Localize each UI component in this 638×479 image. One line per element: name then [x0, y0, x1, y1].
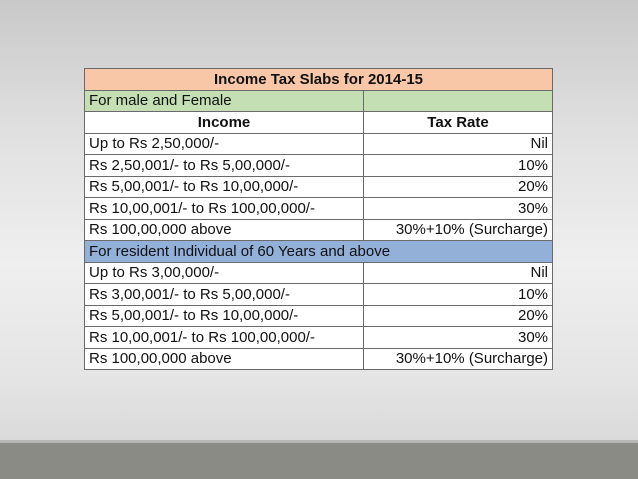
income-cell: Rs 2,50,001/- to Rs 5,00,000/-	[85, 155, 364, 177]
income-cell: Up to Rs 2,50,000/-	[85, 133, 364, 155]
group-label: For male and Female	[85, 90, 364, 112]
rate-cell: 30%	[364, 198, 553, 220]
table-row	[85, 133, 553, 155]
income-cell: Rs 100,00,000 above	[85, 348, 364, 370]
table-row	[85, 262, 553, 284]
income-cell: Rs 100,00,000 above	[85, 219, 364, 241]
group-label: For resident Individual of 60 Years and above	[85, 241, 553, 263]
group-label-empty	[364, 90, 553, 112]
table-title: Income Tax Slabs for 2014-15	[85, 69, 553, 91]
income-cell: Rs 10,00,001/- to Rs 100,00,000/-	[85, 198, 364, 220]
rate-cell: 30%+10% (Surcharge)	[364, 219, 553, 241]
table-row	[85, 219, 553, 241]
table-row	[85, 327, 553, 349]
table-title-row	[85, 69, 553, 91]
income-cell: Rs 10,00,001/- to Rs 100,00,000/-	[85, 327, 364, 349]
income-cell: Rs 3,00,001/- to Rs 5,00,000/-	[85, 284, 364, 306]
rate-cell: 20%	[364, 176, 553, 198]
rate-cell: 10%	[364, 155, 553, 177]
rate-cell: 30%	[364, 327, 553, 349]
table-row	[85, 284, 553, 306]
income-cell: Rs 5,00,001/- to Rs 10,00,000/-	[85, 176, 364, 198]
rate-cell: Nil	[364, 262, 553, 284]
column-header-income: Income	[85, 112, 364, 134]
table-row	[85, 305, 553, 327]
column-header-row	[85, 112, 553, 134]
rate-cell: 10%	[364, 284, 553, 306]
income-cell: Rs 5,00,001/- to Rs 10,00,000/-	[85, 305, 364, 327]
rate-cell: 20%	[364, 305, 553, 327]
table-row	[85, 176, 553, 198]
table-row	[85, 155, 553, 177]
column-header-tax-rate: Tax Rate	[364, 112, 553, 134]
table-row	[85, 348, 553, 370]
tax-slab-table	[84, 68, 553, 370]
income-cell: Up to Rs 3,00,000/-	[85, 262, 364, 284]
rate-cell: 30%+10% (Surcharge)	[364, 348, 553, 370]
table-row	[85, 198, 553, 220]
bottom-band	[0, 443, 638, 479]
rate-cell: Nil	[364, 133, 553, 155]
group-header-row	[85, 90, 553, 112]
group-header-row	[85, 241, 553, 263]
